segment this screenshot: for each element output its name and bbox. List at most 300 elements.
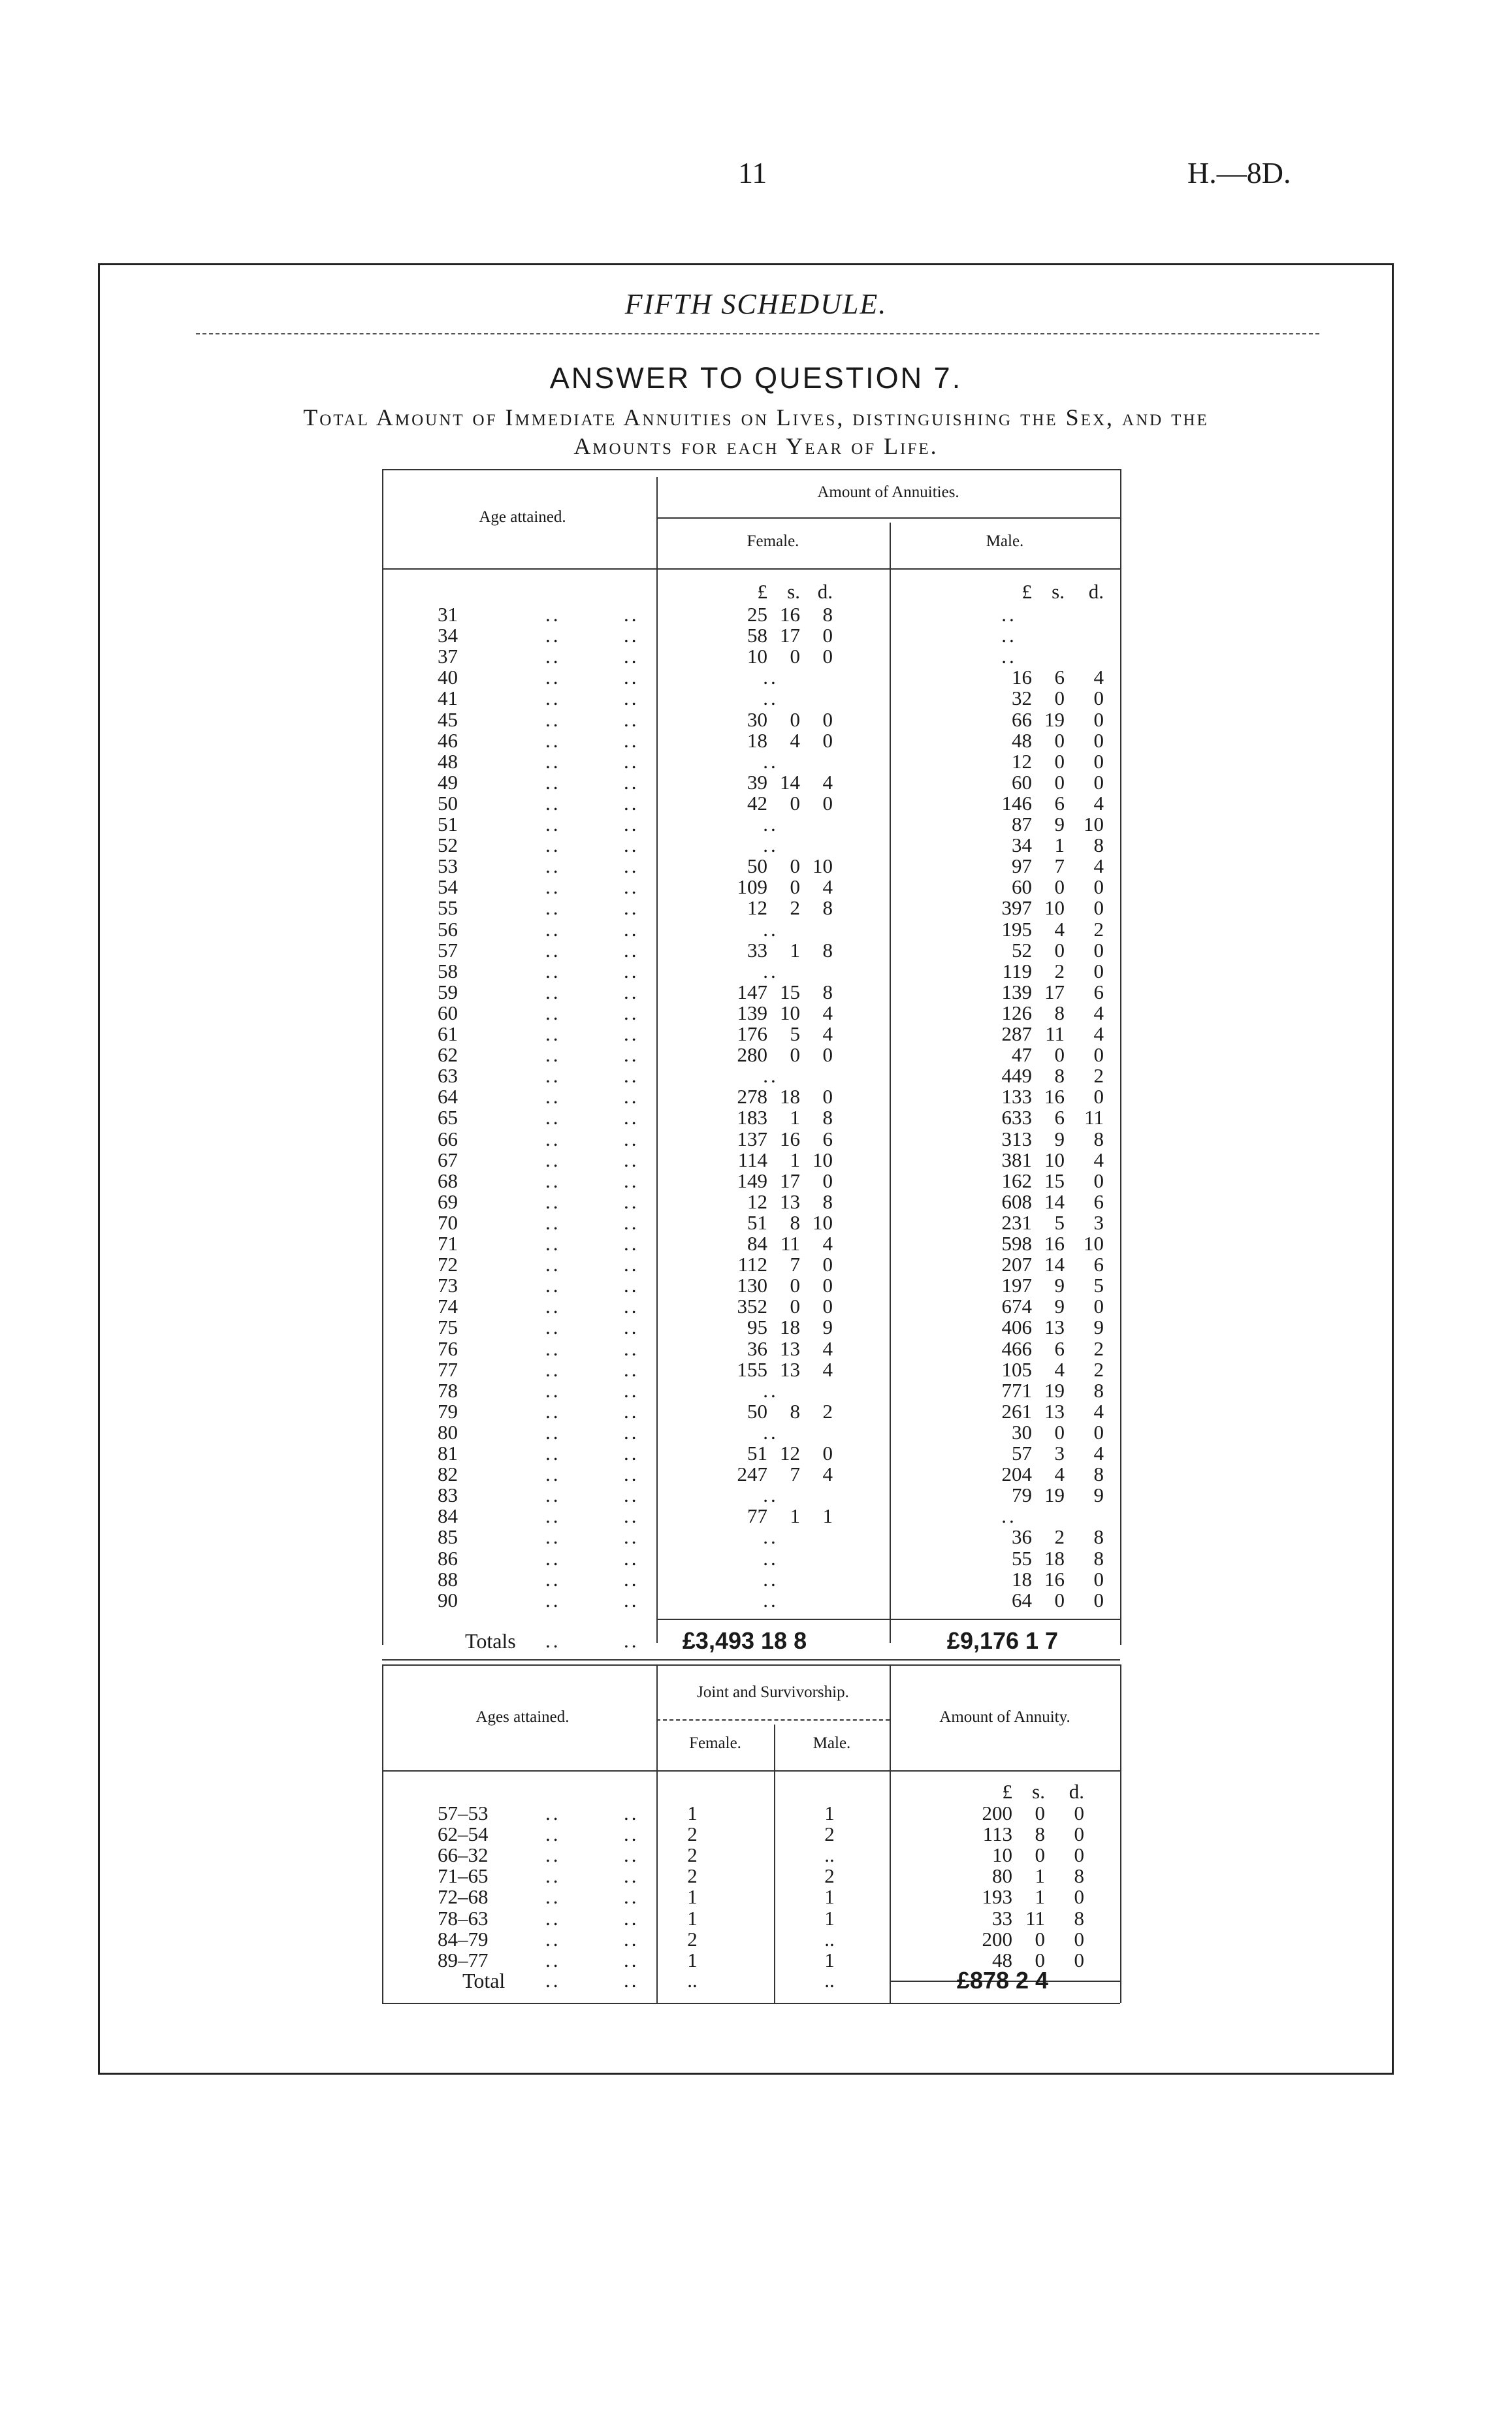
joint-female-count: 2 — [687, 1843, 698, 1867]
amount-pence: 8 — [1074, 1864, 1084, 1888]
female-pence: 4 — [822, 770, 833, 794]
female-pounds: 58 — [747, 624, 767, 647]
header-male: Male. — [986, 532, 1024, 550]
table-row — [0, 1212, 1512, 1233]
male-pounds: 261 — [1001, 1399, 1032, 1423]
age-cell: 64 — [438, 1085, 458, 1109]
joint-male-count: .. — [824, 1927, 835, 1951]
leader-dots: .. — [545, 1106, 561, 1129]
male-pounds: 406 — [1001, 1316, 1032, 1339]
male-pence: 9 — [1093, 1316, 1104, 1339]
female-shillings: 18 — [780, 1085, 800, 1109]
male-shillings: 8 — [1054, 1064, 1065, 1088]
female-pounds: 84 — [747, 1232, 767, 1255]
male-pence: 6 — [1093, 1190, 1104, 1213]
amount-pence: 8 — [1074, 1906, 1084, 1930]
total-label: Total — [462, 1969, 506, 1992]
leader-dots: .. — [545, 645, 561, 668]
table-row — [0, 1107, 1512, 1128]
table1-bottom-rule-2 — [382, 1664, 1120, 1666]
totals-female: £3,493 18 8 — [682, 1627, 807, 1654]
amount-pounds: 80 — [992, 1864, 1012, 1888]
amount-pounds: 48 — [992, 1948, 1012, 1971]
male-shillings: 5 — [1054, 1210, 1065, 1234]
leader-dots: .. — [545, 770, 561, 794]
male-pence: 6 — [1093, 980, 1104, 1003]
table-row — [0, 898, 1512, 918]
leader-dots: .. — [545, 749, 561, 773]
male-pounds: 633 — [1001, 1106, 1032, 1129]
leader-dots: .. — [624, 1802, 639, 1824]
age-cell: 74 — [438, 1295, 458, 1318]
leader-dots: .. — [545, 875, 561, 899]
leader-dots: .. — [624, 1127, 639, 1150]
joint-male-count: 2 — [824, 1864, 835, 1888]
male-pounds: 105 — [1001, 1357, 1032, 1381]
female-pounds: 51 — [747, 1210, 767, 1234]
table-row — [0, 1422, 1512, 1443]
leader-dots: .. — [624, 1885, 639, 1909]
female-pence: 0 — [822, 1085, 833, 1109]
table-row — [0, 1317, 1512, 1338]
female-pence: 9 — [822, 1316, 833, 1339]
joint-female-count: 2 — [687, 1823, 698, 1846]
male-shillings: 1 — [1054, 834, 1065, 857]
table-row — [0, 1254, 1512, 1275]
age-cell: 60 — [438, 1001, 458, 1024]
age-cell: 57 — [438, 938, 458, 962]
leader-dots: .. — [545, 1043, 561, 1067]
leader-dots: .. — [545, 1823, 561, 1846]
leader-dots: .. — [545, 1064, 561, 1088]
total-amount: £878 2 4 — [956, 1967, 1049, 1994]
table2-joint-rule — [656, 1719, 890, 1721]
female-pounds: 247 — [737, 1463, 767, 1486]
male-pence: 0 — [1093, 728, 1104, 752]
table-row — [0, 1590, 1512, 1611]
joint-male-count: 1 — [824, 1802, 835, 1824]
leader-dots: .. — [624, 938, 639, 962]
male-pounds: 119 — [1002, 959, 1032, 982]
age-cell: 40 — [438, 666, 458, 689]
header-ages-attained: Ages attained. — [475, 1708, 570, 1726]
leader-dots: .. — [624, 770, 639, 794]
male-shillings: 16 — [1044, 1232, 1065, 1255]
leader-dots: .. — [545, 1546, 561, 1570]
female-shillings: 7 — [790, 1253, 800, 1276]
totals-label: Totals — [465, 1629, 516, 1653]
male-shillings: 2 — [1054, 959, 1065, 982]
male-pounds: 397 — [1001, 896, 1032, 920]
male-shillings: 17 — [1044, 980, 1065, 1003]
leader-dots: .. — [624, 1378, 639, 1402]
leader-dots: .. — [545, 1274, 561, 1297]
male-shillings: 6 — [1054, 1106, 1065, 1129]
amount-shillings: 1 — [1035, 1885, 1045, 1909]
leader-dots: .. — [545, 1927, 561, 1951]
female-shillings: 0 — [790, 645, 800, 668]
amount-pounds: 10 — [992, 1843, 1012, 1867]
male-shillings: 0 — [1054, 938, 1065, 962]
female-pence: 4 — [822, 1357, 833, 1381]
leader-dots: .. — [624, 707, 639, 731]
male-pounds: 16 — [1012, 666, 1032, 689]
male-shillings: 0 — [1054, 770, 1065, 794]
age-cell: 41 — [438, 687, 458, 710]
male-pence: 0 — [1093, 1295, 1104, 1318]
leader-dots: .. — [545, 728, 561, 752]
female-shillings: 0 — [790, 875, 800, 899]
table-row — [0, 1929, 1512, 1950]
leader-dots: .. — [624, 1085, 639, 1109]
male-shillings: 2 — [1054, 1525, 1065, 1549]
amount-pence: 0 — [1074, 1927, 1084, 1951]
ages-cell: 84–79 — [438, 1927, 489, 1951]
female-nil: .. — [763, 1588, 779, 1612]
leader-dots: .. — [624, 1232, 639, 1255]
male-shillings: 9 — [1054, 1274, 1065, 1297]
amount-shillings: 0 — [1035, 1843, 1045, 1867]
table-row — [0, 772, 1512, 793]
table-row — [0, 1401, 1512, 1422]
male-pounds: 381 — [1001, 1148, 1032, 1171]
leader-dots: .. — [624, 1399, 639, 1423]
leader-dots: .. — [545, 1022, 561, 1045]
ages-cell: 71–65 — [438, 1864, 489, 1888]
leader-dots: .. — [624, 980, 639, 1003]
document-reference: H.—8D. — [1187, 156, 1291, 189]
table-row — [0, 1908, 1512, 1929]
amount-shillings: 0 — [1035, 1927, 1045, 1951]
age-cell: 70 — [438, 1210, 458, 1234]
age-cell: 49 — [438, 770, 458, 794]
total-female: .. — [687, 1969, 698, 1992]
male-pence: 4 — [1093, 1001, 1104, 1024]
female-shillings: 18 — [780, 1316, 800, 1339]
leader-dots: .. — [624, 1001, 639, 1024]
male-pence: 0 — [1093, 896, 1104, 920]
male-shillings: 10 — [1044, 1148, 1065, 1171]
ages-cell: 57–53 — [438, 1802, 489, 1824]
leader-dots: .. — [545, 917, 561, 941]
leader-dots: .. — [545, 1948, 561, 1971]
male-nil: .. — [1001, 645, 1017, 668]
leader-dots: .. — [624, 1148, 639, 1171]
joint-female-count: 1 — [687, 1948, 698, 1971]
male-pence: 0 — [1093, 1169, 1104, 1192]
male-pence: 10 — [1084, 1232, 1104, 1255]
female-pounds: 77 — [747, 1504, 767, 1528]
leader-dots: .. — [624, 1169, 639, 1192]
age-cell: 67 — [438, 1148, 458, 1171]
leader-dots: .. — [545, 1378, 561, 1402]
leader-dots: .. — [545, 1316, 561, 1339]
male-shillings: 9 — [1054, 1295, 1065, 1318]
amount-pounds: 113 — [982, 1823, 1012, 1846]
leader-dots: .. — [545, 707, 561, 731]
male-pounds: 47 — [1012, 1043, 1032, 1067]
leader-dots: .. — [624, 1337, 639, 1360]
female-pounds: 147 — [737, 980, 767, 1003]
ages-cell: 78–63 — [438, 1906, 489, 1930]
leader-dots: .. — [624, 1106, 639, 1129]
amount-shillings: 0 — [1035, 1948, 1045, 1971]
female-pence: 0 — [822, 791, 833, 815]
female-nil: .. — [763, 687, 779, 710]
female-nil: .. — [763, 1525, 779, 1549]
totals-row — [0, 1628, 1512, 1654]
leader-dots: .. — [624, 603, 639, 626]
male-pounds: 87 — [1012, 813, 1032, 835]
male-shillings: 3 — [1054, 1442, 1065, 1465]
table-row — [0, 940, 1512, 961]
female-pounds: 109 — [737, 875, 767, 899]
male-shillings: 18 — [1044, 1546, 1065, 1570]
male-shillings: 0 — [1054, 875, 1065, 899]
table-row — [0, 877, 1512, 898]
joint-female-count: 1 — [687, 1802, 698, 1824]
leader-dots: .. — [545, 624, 561, 647]
male-shillings: 0 — [1054, 749, 1065, 773]
male-pence: 9 — [1093, 1483, 1104, 1507]
amount-pounds: 193 — [982, 1885, 1012, 1909]
male-nil: .. — [1001, 603, 1017, 626]
table2-bottom-rule — [382, 2003, 1120, 2004]
male-pence: 0 — [1093, 749, 1104, 773]
age-cell: 31 — [438, 603, 458, 626]
table-row — [0, 1171, 1512, 1191]
units-row — [0, 581, 1512, 602]
leader-dots: .. — [624, 1588, 639, 1612]
leader-dots: .. — [545, 1885, 561, 1909]
male-pounds: 287 — [1001, 1022, 1032, 1045]
table1-top-rule — [382, 469, 1120, 470]
table-row — [0, 751, 1512, 772]
age-cell: 85 — [438, 1525, 458, 1549]
male-pounds: 34 — [1012, 834, 1032, 857]
female-pounds: 50 — [747, 1399, 767, 1423]
age-cell: 61 — [438, 1022, 458, 1045]
male-pounds: 52 — [1012, 938, 1032, 962]
table-row — [0, 1150, 1512, 1171]
male-pounds: 146 — [1001, 791, 1032, 815]
female-pence: 0 — [822, 645, 833, 668]
totals-leader: .. — [545, 1629, 561, 1652]
leader-dots: .. — [545, 687, 561, 710]
page-number: 11 — [738, 156, 767, 189]
female-pence: 8 — [822, 1190, 833, 1213]
age-cell: 59 — [438, 980, 458, 1003]
table-row — [0, 646, 1512, 667]
header-amount-of-annuities: Amount of Annuities. — [817, 483, 959, 501]
age-cell: 66 — [438, 1127, 458, 1150]
female-pence: 4 — [822, 1463, 833, 1486]
male-pounds: 313 — [1001, 1127, 1032, 1150]
table-row — [0, 688, 1512, 709]
male-shillings: 19 — [1044, 707, 1065, 731]
leader-dots: .. — [545, 1504, 561, 1528]
female-pence: 10 — [812, 1210, 833, 1234]
female-shillings: 16 — [780, 603, 800, 626]
age-cell: 48 — [438, 749, 458, 773]
leader-dots: .. — [545, 1399, 561, 1423]
table-row — [0, 1045, 1512, 1065]
male-pounds: 79 — [1012, 1483, 1032, 1507]
male-shillings: 8 — [1054, 1001, 1065, 1024]
leader-dots: .. — [624, 1823, 639, 1846]
age-cell: 84 — [438, 1504, 458, 1528]
male-shillings: 13 — [1044, 1316, 1065, 1339]
female-shilling-unit: s. — [787, 580, 800, 603]
title-rule — [196, 333, 1319, 334]
female-pounds: 183 — [737, 1106, 767, 1129]
male-pence: 3 — [1093, 1210, 1104, 1234]
leader-dots: .. — [624, 645, 639, 668]
female-shillings: 10 — [780, 1001, 800, 1024]
female-pence: 8 — [822, 938, 833, 962]
male-shillings: 4 — [1054, 1357, 1065, 1381]
header-joint-survivorship: Joint and Survivorship. — [697, 1683, 849, 1701]
female-shillings: 13 — [780, 1190, 800, 1213]
male-shillings: 10 — [1044, 896, 1065, 920]
age-cell: 63 — [438, 1064, 458, 1088]
totals-leader: .. — [624, 1629, 639, 1652]
joint-male-count: 1 — [824, 1885, 835, 1909]
male-pounds: 608 — [1001, 1190, 1032, 1213]
male-pence: 4 — [1093, 1442, 1104, 1465]
leader-dots: .. — [624, 1906, 639, 1930]
female-pence: 4 — [822, 1337, 833, 1360]
header-joint-male: Male. — [812, 1734, 851, 1752]
male-nil: .. — [1001, 1504, 1017, 1528]
leader-dots: .. — [624, 1253, 639, 1276]
female-shillings: 12 — [780, 1442, 800, 1465]
amount-pound-unit: £ — [1002, 1780, 1012, 1803]
male-pence: 8 — [1093, 1525, 1104, 1549]
age-cell: 78 — [438, 1378, 458, 1402]
header-joint-female: Female. — [689, 1734, 741, 1752]
leader-dots: .. — [545, 896, 561, 920]
age-cell: 80 — [438, 1420, 458, 1444]
leader-dots: .. — [545, 791, 561, 815]
joint-male-count: 1 — [824, 1906, 835, 1930]
female-pence: 0 — [822, 1295, 833, 1318]
male-pence: 2 — [1093, 1357, 1104, 1381]
joint-male-count: 2 — [824, 1823, 835, 1846]
table1-bottom-rule-1 — [382, 1659, 1120, 1661]
male-pounds: 12 — [1012, 749, 1032, 773]
schedule-title: FIFTH SCHEDULE. — [624, 288, 888, 320]
leader-dots: .. — [624, 728, 639, 752]
leader-dots: .. — [624, 1420, 639, 1444]
table-row — [0, 1866, 1512, 1887]
male-pounds: 57 — [1012, 1442, 1032, 1465]
male-shillings: 16 — [1044, 1085, 1065, 1109]
table-row — [0, 1845, 1512, 1866]
age-cell: 54 — [438, 875, 458, 899]
header-female: Female. — [747, 532, 799, 550]
leader-dots: .. — [624, 1843, 639, 1867]
male-pounds: 97 — [1012, 854, 1032, 878]
female-shillings: 0 — [790, 791, 800, 815]
male-pound-unit: £ — [1021, 580, 1032, 603]
table-row — [0, 1275, 1512, 1296]
table-row — [0, 814, 1512, 835]
age-cell: 51 — [438, 813, 458, 835]
table2-header-rule — [382, 1770, 1120, 1772]
male-shillings: 0 — [1054, 728, 1065, 752]
table1-header-rule — [382, 568, 1120, 570]
female-nil: .. — [763, 813, 779, 835]
leader-dots: .. — [624, 687, 639, 710]
female-shillings: 11 — [780, 1232, 800, 1255]
male-pence: 2 — [1093, 1337, 1104, 1360]
age-cell: 72 — [438, 1253, 458, 1276]
leader-dots: .. — [624, 813, 639, 835]
male-pence: 4 — [1093, 854, 1104, 878]
male-pounds: 60 — [1012, 770, 1032, 794]
female-shillings: 0 — [790, 707, 800, 731]
male-shillings: 0 — [1054, 1588, 1065, 1612]
table-row — [0, 625, 1512, 646]
male-pence: 4 — [1093, 791, 1104, 815]
female-nil: .. — [763, 1064, 779, 1088]
male-shillings: 6 — [1054, 1337, 1065, 1360]
amount-pence: 0 — [1074, 1823, 1084, 1846]
female-shillings: 0 — [790, 854, 800, 878]
leader-dots: .. — [545, 1420, 561, 1444]
male-pence: 8 — [1093, 1546, 1104, 1570]
female-pence: 1 — [822, 1504, 833, 1528]
leader-dots: .. — [545, 1001, 561, 1024]
female-pence: 8 — [822, 980, 833, 1003]
table-row — [0, 1380, 1512, 1401]
table-row — [0, 856, 1512, 877]
leader-dots: .. — [545, 1463, 561, 1486]
total-male: .. — [824, 1969, 835, 1992]
female-pence: 0 — [822, 707, 833, 731]
leader-dots: .. — [545, 1232, 561, 1255]
leader-dots: .. — [624, 834, 639, 857]
age-cell: 88 — [438, 1567, 458, 1591]
male-pence: 11 — [1084, 1106, 1104, 1129]
leader-dots: .. — [545, 938, 561, 962]
female-pounds: 33 — [747, 938, 767, 962]
female-shillings: 8 — [790, 1399, 800, 1423]
male-shillings: 19 — [1044, 1378, 1065, 1402]
leader-dots: .. — [545, 1906, 561, 1930]
table-row — [0, 1569, 1512, 1590]
table1-amount-rule — [656, 517, 1120, 519]
header-amount-of-annuity: Amount of Annuity. — [939, 1708, 1070, 1726]
female-pence: 0 — [822, 1442, 833, 1465]
leader-dots: .. — [624, 854, 639, 878]
leader-dots: .. — [545, 1843, 561, 1867]
amount-pence: 0 — [1074, 1843, 1084, 1867]
female-shillings: 4 — [790, 728, 800, 752]
male-nil: .. — [1001, 624, 1017, 647]
male-shillings: 11 — [1045, 1022, 1065, 1045]
leader-dots: .. — [545, 1442, 561, 1465]
leader-dots: .. — [545, 1085, 561, 1109]
female-pence: 2 — [822, 1399, 833, 1423]
leader-dots: .. — [545, 959, 561, 982]
female-pence: 0 — [822, 1169, 833, 1192]
male-pence: 0 — [1093, 687, 1104, 710]
table-row — [0, 1296, 1512, 1317]
subtitle-line-1: Total Amount of Immediate Annuities on Lives, distinguishing the Sex, and the — [303, 404, 1209, 430]
female-pounds: 95 — [747, 1316, 767, 1339]
